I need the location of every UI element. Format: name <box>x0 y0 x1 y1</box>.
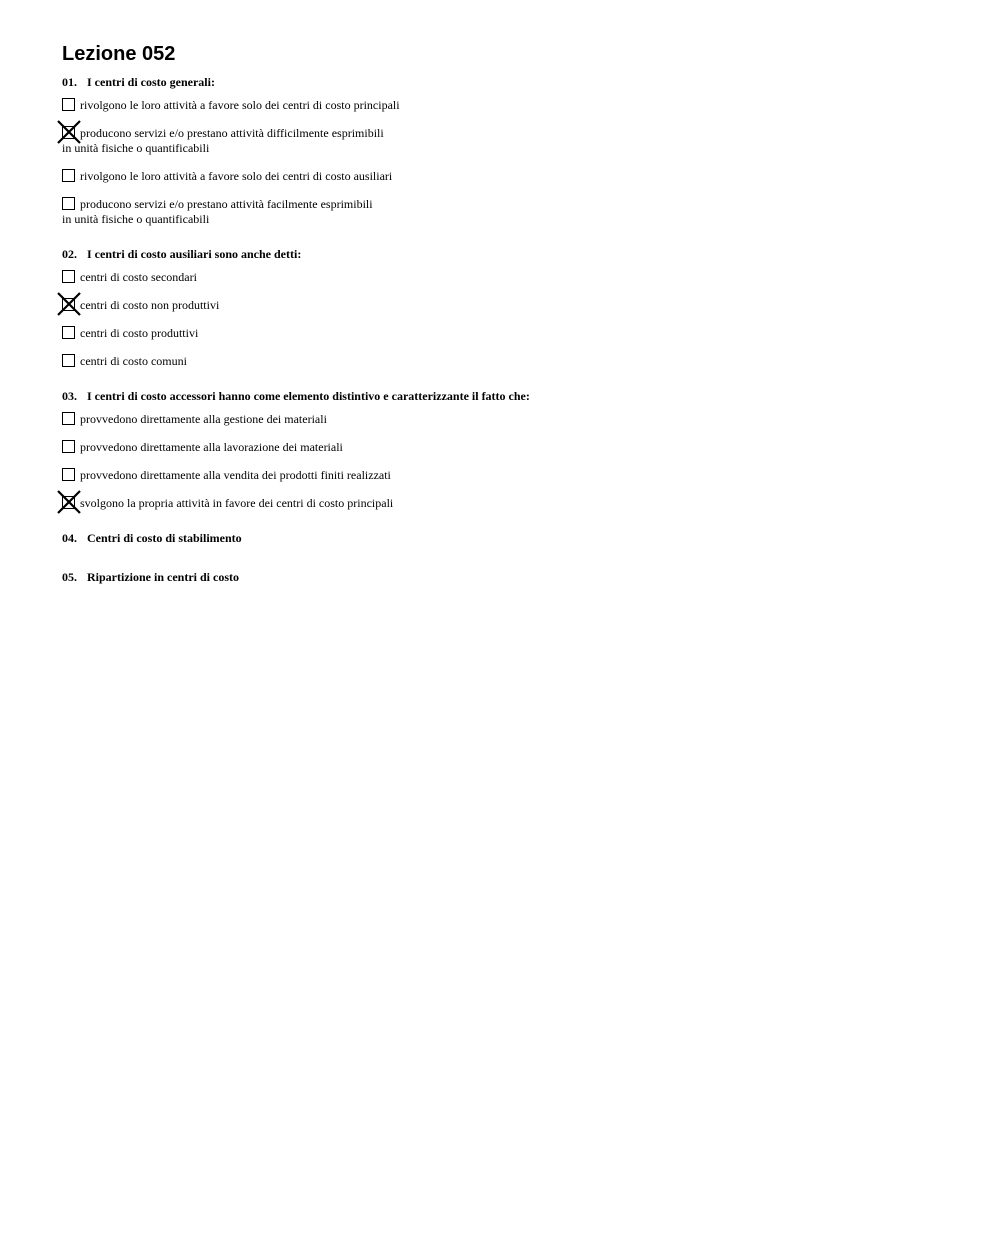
question-number: 05. <box>62 570 77 584</box>
option-text-continuation: in unità fisiche o quantificabili <box>62 141 210 155</box>
checkbox-unchecked[interactable] <box>62 412 75 425</box>
checkbox-unchecked[interactable] <box>62 354 75 367</box>
answer-option[interactable] <box>62 326 962 341</box>
cross-mark-icon <box>56 291 82 317</box>
checkbox-unchecked[interactable] <box>62 169 75 182</box>
answer-option[interactable] <box>62 412 962 427</box>
answer-option[interactable] <box>62 98 962 113</box>
option-text-continuation: in unità fisiche o quantificabili <box>62 212 210 226</box>
question-05 <box>62 570 962 585</box>
question-label: I centri di costo accessori hanno come elemento distintivo e caratterizzante il fatto che: <box>87 389 530 403</box>
option-text: rivolgono le loro attività a favore solo dei centri di costo principali <box>80 98 400 112</box>
checkbox-unchecked[interactable] <box>62 197 75 210</box>
answer-option[interactable] <box>62 354 962 369</box>
cross-mark-icon <box>56 119 82 145</box>
question-number: 03. <box>62 389 77 403</box>
answer-option[interactable] <box>62 270 962 285</box>
question-01 <box>62 75 962 227</box>
answer-option-selected[interactable] <box>62 496 962 511</box>
question-text <box>62 570 962 585</box>
question-text <box>62 531 962 546</box>
option-text: provvedono direttamente alla vendita dei prodotti finiti realizzati <box>80 468 391 482</box>
question-number: 04. <box>62 531 77 545</box>
question-label: I centri di costo ausiliari sono anche detti: <box>87 247 302 261</box>
option-text: producono servizi e/o prestano attività difficilmente esprimibili <box>80 126 384 140</box>
option-text: centri di costo secondari <box>80 270 197 284</box>
option-text: producono servizi e/o prestano attività facilmente esprimibili <box>80 197 373 211</box>
checkbox-unchecked[interactable] <box>62 270 75 283</box>
option-text: centri di costo non produttivi <box>80 298 220 312</box>
answer-option[interactable] <box>62 440 962 455</box>
checkbox-unchecked[interactable] <box>62 98 75 111</box>
document-page <box>62 42 962 605</box>
option-text: centri di costo produttivi <box>80 326 199 340</box>
checkbox-unchecked[interactable] <box>62 440 75 453</box>
answer-option[interactable] <box>62 197 962 227</box>
page-title: Lezione 052 <box>62 43 176 65</box>
question-text <box>62 75 962 90</box>
answer-option-selected[interactable] <box>62 298 962 313</box>
checkbox-unchecked[interactable] <box>62 468 75 481</box>
question-text <box>62 389 962 404</box>
question-04 <box>62 531 962 546</box>
option-text: svolgono la propria attività in favore dei centri di costo principali <box>80 496 394 510</box>
question-number: 02. <box>62 247 77 261</box>
question-number: 01. <box>62 75 77 89</box>
question-label: Ripartizione in centri di costo <box>87 570 239 584</box>
answer-option[interactable] <box>62 468 962 483</box>
question-02 <box>62 247 962 369</box>
question-label: Centri di costo di stabilimento <box>87 531 242 545</box>
option-text: rivolgono le loro attività a favore solo dei centri di costo ausiliari <box>80 169 393 183</box>
question-label: I centri di costo generali: <box>87 75 215 89</box>
option-text: provvedono direttamente alla lavorazione dei materiali <box>80 440 343 454</box>
checkbox-unchecked[interactable] <box>62 326 75 339</box>
option-text: centri di costo comuni <box>80 354 187 368</box>
question-text <box>62 247 962 262</box>
cross-mark-icon <box>56 489 82 515</box>
answer-option-selected[interactable] <box>62 126 962 156</box>
option-text: provvedono direttamente alla gestione dei materiali <box>80 412 327 426</box>
question-03 <box>62 389 962 511</box>
answer-option[interactable] <box>62 169 962 184</box>
